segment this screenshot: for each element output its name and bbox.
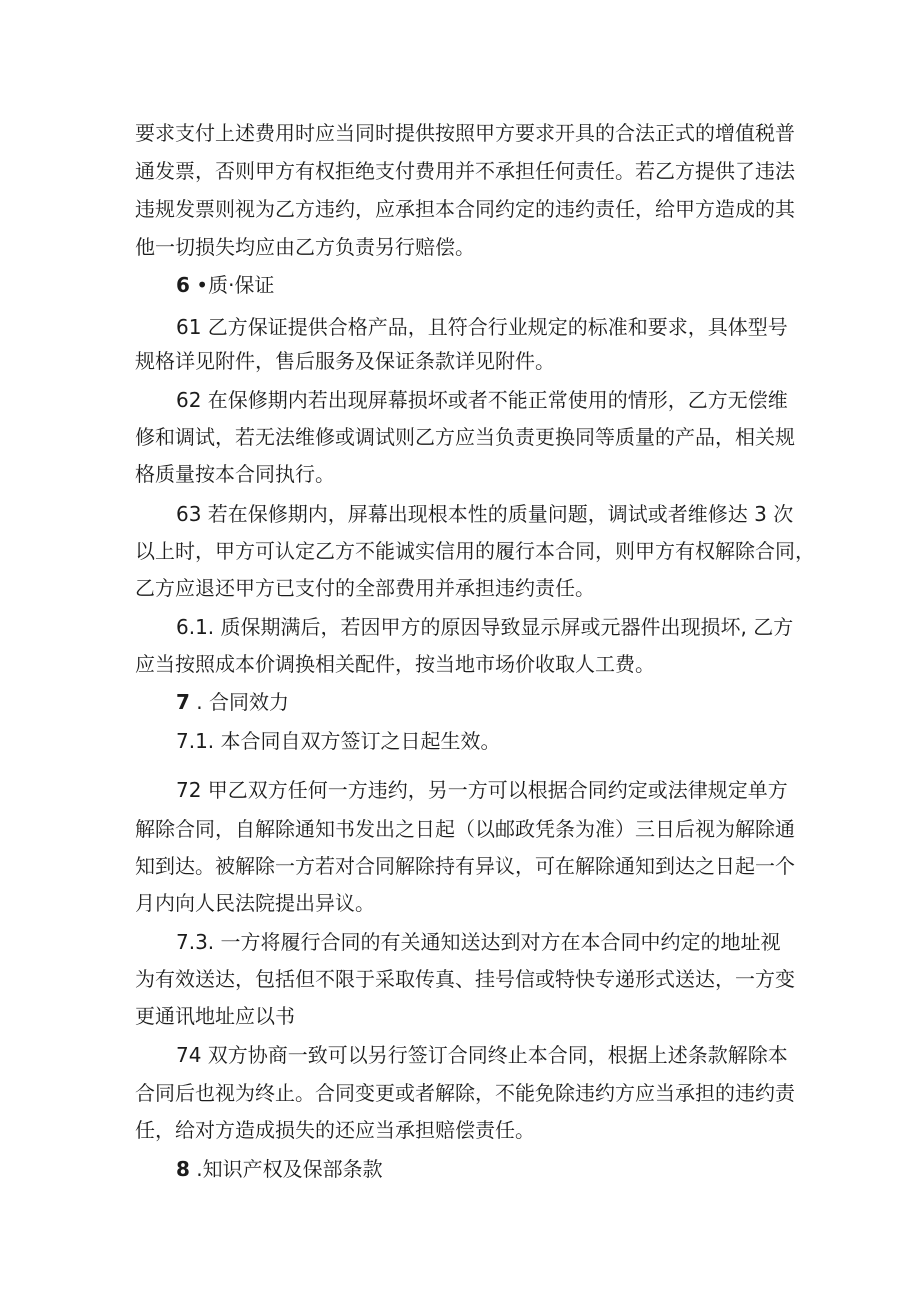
paragraph-line: 要求支付上述费用时应当同时提供按照甲方要求开具的合法正式的增值税普: [135, 121, 795, 145]
paragraph-line: 6.1. 质保期满后，若因甲方的原因导致显示屏或元器件出现损坏, 乙方: [176, 615, 794, 639]
paragraph-line: 应当按照成本价调换相关配件，按当地市场价收取人工费。: [135, 652, 655, 676]
paragraph-line: 违规发票则视为乙方违约，应承担本合同约定的违约责任，给甲方造成的其: [135, 197, 795, 221]
section-title: .知识产权及保部条款: [196, 1157, 383, 1181]
section-title: . 合同效力: [196, 690, 289, 714]
section-title: •质·保证: [196, 273, 275, 297]
paragraph-line: 62 在保修期内若出现屏幕损坏或者不能正常使用的情形，乙方无偿维: [176, 388, 788, 412]
paragraph-line: 任，给对方造成损失的还应当承担赔偿责任。: [135, 1118, 535, 1142]
paragraph-line: 他一切损失均应由乙方负责另行赔偿。: [135, 235, 475, 259]
paragraph-line: 72 甲乙双方任何一方违约，另一方可以根据合同约定或法律规定单方: [176, 778, 788, 802]
paragraph-line: 7.3. 一方将履行合同的有关通知送达到对方在本合同中约定的地址视: [176, 930, 781, 954]
paragraph-line: 通发票，否则甲方有权拒绝支付费用并不承担任何责任。若乙方提供了违法: [135, 159, 795, 183]
paragraph-line: 解除合同，自解除通知书发出之日起（以邮政凭条为准）三日后视为解除通: [135, 817, 795, 841]
paragraph-line: 格质量按本合同执行。: [135, 462, 335, 486]
paragraph-line: 合同后也视为终止。合同变更或者解除，不能免除违约方应当承担的违约责: [135, 1081, 795, 1105]
section-number: 8: [176, 1157, 190, 1181]
section-heading-8: [176, 1157, 383, 1181]
paragraph-line: 74 双方协商一致可以另行签订合同终止本合同，根据上述条款解除本: [176, 1043, 788, 1067]
paragraph-line: 更通讯地址应以书: [135, 1004, 295, 1028]
paragraph-line: 为有效送达，包括但不限于采取传真、挂号信或特快专递形式送达，一方变: [135, 967, 795, 991]
paragraph-line: 规格详见附件，售后服务及保证条款详见附件。: [135, 349, 555, 373]
paragraph-line: 修和调试，若无法维修或调试则乙方应当负责更换同等质量的产品，相关规: [135, 425, 795, 449]
section-heading-7: [176, 690, 289, 714]
paragraph-line: 月内向人民法院提出异议。: [135, 891, 375, 915]
paragraph-line: 7.1. 本合同自双方签订之日起生效。: [176, 729, 501, 753]
paragraph-line: 知到达。被解除一方若对合同解除持有异议，可在解除通知到达之日起一个: [135, 854, 795, 878]
section-number: 6: [176, 273, 190, 297]
section-heading-6: [176, 273, 274, 297]
paragraph-line: 以上时，甲方可认定乙方不能诚实信用的履行本合同，则甲方有权解除合同，: [135, 539, 815, 563]
paragraph-line: 61 乙方保证提供合格产品，且符合行业规定的标准和要求，具体型号: [176, 315, 788, 339]
paragraph-line: 63 若在保修期内，屏幕出现根本性的质量问题，调试或者维修达 3 次: [176, 502, 794, 526]
section-number: 7: [176, 690, 190, 714]
paragraph-line: 乙方应退还甲方已支付的全部费用并承担违约责任。: [135, 576, 595, 600]
